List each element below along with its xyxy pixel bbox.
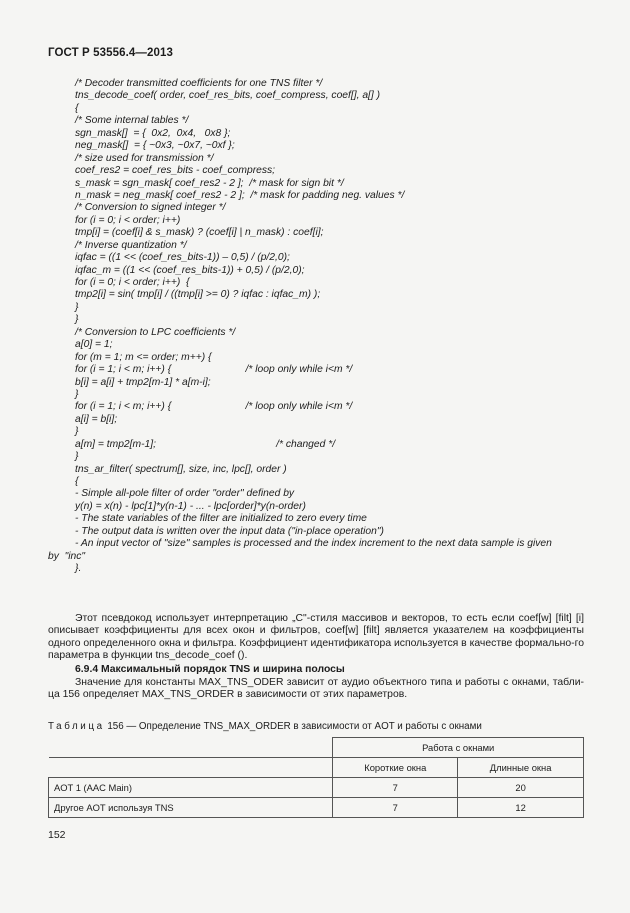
code-line: { [75, 476, 79, 487]
code-line: } [75, 426, 79, 438]
table-empty-corner [49, 758, 333, 778]
table-caption [48, 721, 482, 732]
code-line: /* Conversion to LPC coefficients */ [75, 326, 236, 338]
table-caption-text: 156 — Определение TNS_MAX_ORDER в зависимости от AOT и работы с окнами [104, 721, 482, 732]
code-line: /* Inverse quantization */ [75, 239, 187, 251]
code-line: for (m = 1; m <= order; m++) { [75, 351, 212, 363]
code-line: neg_mask[] = { ~0x3, ~0x7, ~0xf }; [75, 140, 235, 152]
table-empty-corner [49, 738, 333, 758]
code-line: iqfac_m = ((1 << (coef_res_bits-1)) + 0,5) / (p/2,0); [75, 264, 305, 276]
code-line: for (i = 0; i < order; i++) { [75, 277, 190, 288]
code-line: tmp2[i] = sin( tmp[i] / ((tmp[i] >= 0) ? iqfac : iqfac_m) ); [75, 289, 321, 301]
code-line: for (i = 1; i < m; i++) { /* loop only while i<m */ [75, 401, 353, 413]
code-line: - The output data is written over the input data ("in-place operation") [75, 525, 384, 537]
code-line: for (i = 0; i < order; i++) [75, 214, 181, 226]
table-header-short: Короткие окна [333, 758, 458, 778]
table-row [49, 798, 584, 818]
code-line: - Simple all-pole filter of order "order" defined by [75, 488, 295, 500]
document-header: ГОСТ Р 53556.4—2013 [48, 47, 173, 59]
code-line: }. [75, 563, 82, 575]
table-row-label: AOT 1 (AAC Main) [49, 778, 333, 798]
code-line: tns_decode_coef( order, coef_res_bits, coef_compress, coef[], a[] ) [75, 90, 381, 102]
code-line: /* Some internal tables */ [75, 115, 189, 127]
code-line: a[0] = 1; [75, 339, 113, 351]
code-line: a[m] = tmp2[m-1]; /* changed */ [75, 438, 336, 450]
code-line: { [75, 102, 79, 114]
code-line: } [75, 314, 79, 326]
table-cell-long: 12 [458, 798, 584, 818]
table-group-header: Работа с окнами [333, 738, 584, 758]
code-line: s_mask = sgn_mask[ coef_res2 - 2 ]; /* mask for sign bit */ [75, 177, 344, 189]
code-line: for (i = 1; i < m; i++) { /* loop only while i<m */ [75, 364, 353, 376]
code-line: by "inc" [48, 550, 86, 562]
code-line: y(n) = x(n) - lpc[1]*y(n-1) - ... - lpc[order]*y(n-order) [75, 500, 306, 512]
code-line: /* Decoder transmitted coefficients for one TNS filter */ [75, 78, 323, 89]
code-line: n_mask = neg_mask[ coef_res2 - 2 ]; /* mask for padding neg. values */ [75, 189, 405, 201]
code-line: /* size used for transmission */ [75, 152, 214, 164]
page-number: 152 [48, 829, 66, 841]
code-line: } [75, 388, 79, 400]
table-row [49, 778, 584, 798]
code-line: - The state variables of the filter are initialized to zero every time [75, 513, 367, 525]
pseudocode-block [48, 78, 588, 576]
code-line: tns_ar_filter( spectrum[], size, inc, lpc[], order ) [75, 463, 287, 475]
code-line: coef_res2 = coef_res_bits - coef_compress; [75, 165, 276, 177]
code-line: b[i] = a[i] + tmp2[m-1] * a[m-i]; [75, 376, 211, 388]
table-column-header-row [49, 758, 584, 778]
code-line: tmp[i] = (coef[i] & s_mask) ? (coef[i] | n_mask) : coef[i]; [75, 227, 324, 239]
table-cell-short: 7 [333, 778, 458, 798]
tns-max-order-table [48, 737, 584, 818]
paragraph-max-tns-order: Значение для константы MAX_TNS_ODER зависит от аудио объектного типа и работы с окнами, табли-ца 156 определяет MAX_TNS_ORDER в зависимости от этих параметров. [48, 677, 584, 701]
code-line: - An input vector of "size" samples is processed and the index increment to the next data sample is given [75, 538, 552, 550]
table-header-long: Длинные окна [458, 758, 584, 778]
table-row-label: Другое AOT используя TNS [49, 798, 333, 818]
section-heading: 6.9.4 Максимальный порядок TNS и ширина полосы [75, 664, 345, 675]
table-cell-long: 20 [458, 778, 584, 798]
code-line: sgn_mask[] = { 0x2, 0x4, 0x8 }; [75, 127, 231, 139]
code-line: } [75, 301, 79, 313]
code-line: } [75, 451, 79, 463]
code-line: a[i] = b[i]; [75, 413, 118, 425]
table-group-header-row [49, 738, 584, 758]
paragraph-pseudocode-note: Этот псевдокод использует интерпретацию „C"-стиля массивов и векторов, то есть если coef[w] [filt] [i] описывает коэффициенты для всех окон и фильтров, coef[w] [filt] является указателем на коэффициенты одного определенного окна и фильтра. Коэффициент идентификатора используется в качестве формально-го параметра в функции tns_decode_coef (). [48, 613, 584, 662]
table-caption-label: Таблица [48, 721, 105, 732]
table-cell-short: 7 [333, 798, 458, 818]
code-line: iqfac = ((1 << (coef_res_bits-1)) – 0,5) / (p/2,0); [75, 252, 290, 264]
code-line: /* Conversion to signed integer */ [75, 202, 226, 214]
